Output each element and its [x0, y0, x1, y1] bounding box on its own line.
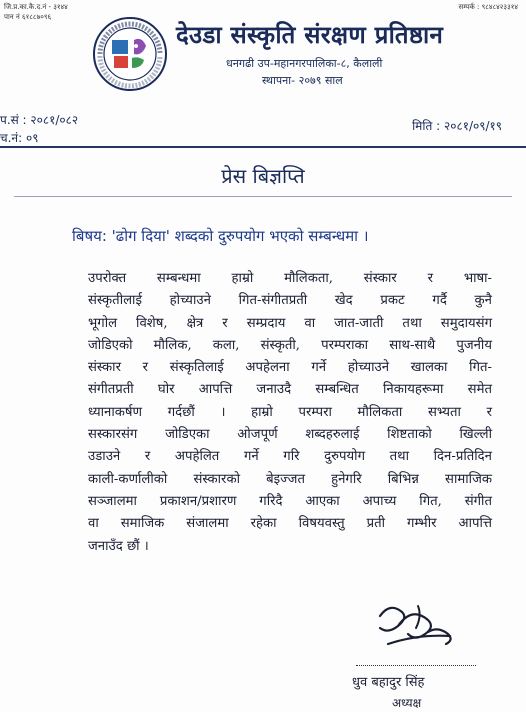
dispatch-number: च.नं: ०९ — [0, 131, 39, 145]
signatory-name: धुव बहादुर सिंह — [352, 675, 425, 690]
registration-line-1: जि.प्र.का.कै.द.नं - ३१४४ — [4, 3, 68, 11]
handwritten-signature — [358, 596, 478, 660]
body-line: काली-कर्णालीको संस्कारको बेइज्जत हुनेगरि बिभिन्न सामाजिक — [88, 471, 492, 487]
body-line: संस्कृतीलाई होच्याउने गित-संगीतप्रती खेद प्रकट गर्दै कुनै — [88, 293, 492, 309]
registration-info — [4, 2, 68, 22]
body-line: वा समाजिक संजालमा रहेका विषयवस्तु प्रती गम्भीर आपत्ति — [88, 516, 492, 532]
document-date: मिति : २०८१/०९/१९ — [412, 119, 502, 133]
body-line: जोडिएको मौलिक, कला, संस्कृती, परम्पराका साथ-साथै पुजनीय — [88, 337, 492, 353]
body-line: सञ्जालमा प्रकाशन/प्रशारण गरिदै आएका अपाच्य गित, संगीत — [88, 493, 492, 509]
signature-line — [356, 665, 476, 666]
body-line: उपरोक्त सम्बन्धमा हाम्रो मौलिकता, संस्कार र भाषा- — [88, 271, 492, 286]
body-line: जनाउँद छौं । — [88, 538, 149, 554]
organization-logo — [92, 16, 168, 92]
body-line: संगीतप्रती घोर आपत्ति जनाउदै सम्बन्धित निकायहरूमा समेत — [88, 382, 492, 398]
document-title: प्रेस बिज्ञप्ति — [221, 164, 305, 188]
title-divider — [14, 196, 512, 197]
organization-name: देउडा संस्कृति संरक्षण प्रतिष्ठान — [176, 20, 444, 49]
body-line: संस्कार र संस्कृतिलाई अपहेलना गर्ने होच्याउने खालका गित- — [88, 360, 492, 376]
header-divider — [0, 146, 526, 148]
reference-number: प.सं : २०८१/०८२ — [0, 113, 79, 127]
body-line: उडाउने र अपहेलित गर्ने गरि दुरुपयोग तथा दिन-प्रतिदिन — [88, 449, 492, 465]
body-line: सस्कारसंग जोडिएका ओजपूर्ण शब्दहरुलाई शिष्टताको खिल्ली — [88, 427, 492, 443]
subject-line: बिषय: 'ढोग दिया' शब्दको दुरुपयोग भएको सम्बन्धमा । — [72, 227, 369, 245]
establishment-year: स्थापना- २०७९ साल — [262, 74, 343, 87]
registration-line-2: पान नं ६१८८७०९६ — [4, 13, 52, 21]
body-line: ध्यानाकर्षण गर्दछौं । हाम्रो परम्परा मौलिकता सभ्यता र — [88, 404, 492, 420]
body-line: भूगोल विशेष, क्षेत्र र सम्प्रदाय वा जात-जाती तथा समुदायसंग — [88, 315, 492, 331]
organization-address: धनगढी उप-महानगरपालिका-८, कैलाली — [226, 57, 383, 70]
signatory-role: अध्यक्ष — [392, 696, 422, 710]
contact-number: सम्पर्क : ९८४८४२३३१४ — [458, 3, 518, 11]
body-paragraph — [88, 268, 492, 558]
